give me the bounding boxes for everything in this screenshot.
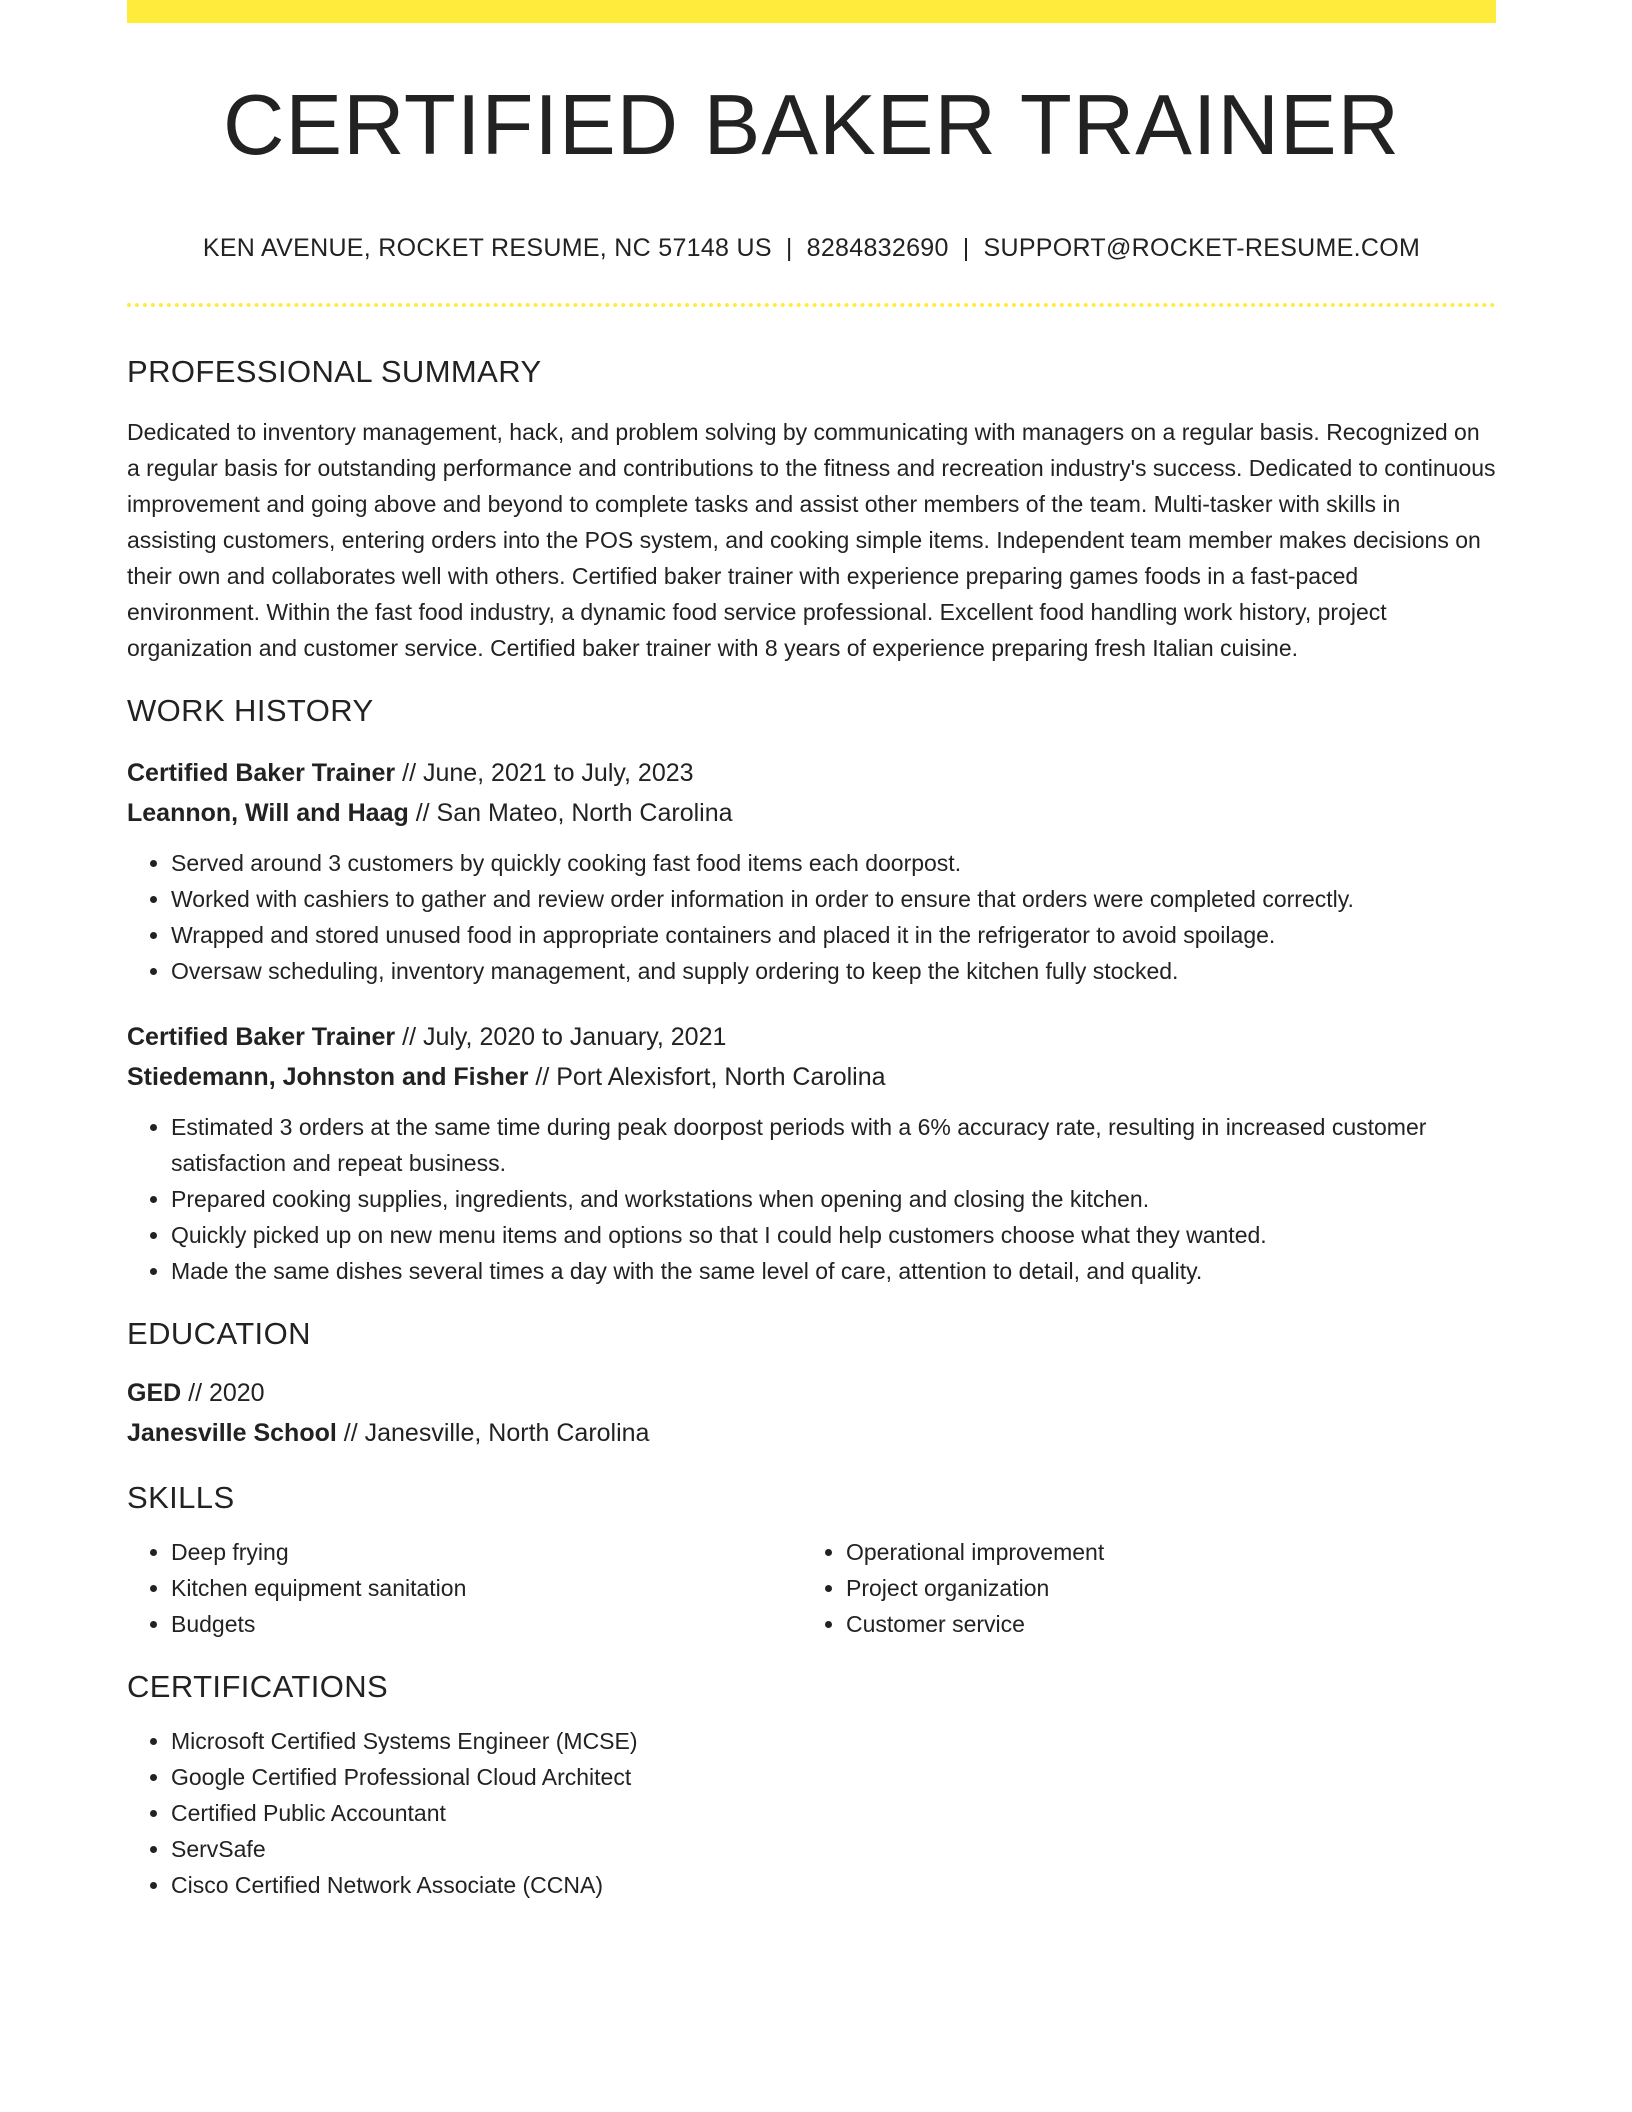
job-company-line [127,1057,1496,1097]
education-school: Janesville School [127,1418,337,1447]
list-item: • Deep frying [171,1534,802,1570]
skills-column-left [127,1534,802,1642]
job-dates: // June, 2021 to July, 2023 [395,759,694,788]
list-item: • Quickly picked up on new menu items and options so that I could help customers choose what they wanted. [171,1217,1496,1253]
skills-section [127,1479,1496,1642]
list-item: • Google Certified Professional Cloud Architect [171,1759,1496,1795]
job-location: // Port Alexisfort, North Carolina [528,1063,886,1092]
accent-bar [127,0,1496,23]
skills-heading: SKILLS [127,1479,235,1515]
list-item: • Wrapped and stored unused food in appropriate containers and placed it in the refrigerator to avoid spoilage. [171,917,1496,953]
list-item: • ServSafe [171,1831,1496,1867]
contact-separator: | [785,234,793,262]
list-item: • Certified Public Accountant [171,1795,1496,1831]
list-item: • Operational improvement [846,1534,1477,1570]
job-entry [127,753,1496,989]
job-entry [127,1017,1496,1289]
job-company: Leannon, Will and Haag [127,799,409,828]
education-degree-line [127,1373,1496,1413]
job-title-line [127,753,1496,793]
list-item: • Worked with cashiers to gather and review order information in order to ensure that orders were completed correctly. [171,881,1496,917]
list-item: • Estimated 3 orders at the same time during peak doorpost periods with a 6% accuracy rate, resulting in increased customer satisfaction and repeat business. [171,1109,1496,1181]
list-item: • Prepared cooking supplies, ingredients, and workstations when opening and closing the kitchen. [171,1181,1496,1217]
list-item: • Made the same dishes several times a day with the same level of care, attention to detail, and quality. [171,1253,1496,1289]
job-company: Stiedemann, Johnston and Fisher [127,1063,529,1092]
summary-paragraph: Dedicated to inventory management, hack, and problem solving by communicating with managers on a regular basis. Recognized on a regular basis for outstanding performance and contributions to the fitness and recreation industry's success. Dedicated to continuous improvement and going above and beyond to complete tasks and assist other members of the team. Multi-tasker with skills in assisting customers, entering orders into the POS system, and cooking simple items. Independent team member makes decisions on their own and collaborates well with others. Certified baker trainer with experience preparing games foods in a fast-paced environment. Within the fast food industry, a dynamic food service professional. Excellent food handling work history, project organization and customer service. Certified baker trainer with 8 years of experience preparing fresh Italian cuisine. [127,419,1496,662]
skills-column-right [802,1534,1477,1642]
job-bullets [127,1109,1496,1289]
job-location: // San Mateo, North Carolina [408,799,733,828]
certifications-section [127,1668,1496,1903]
list-item: • Oversaw scheduling, inventory management, and supply ordering to keep the kitchen fully stocked. [171,953,1496,989]
education-school-line [127,1413,1496,1453]
job-bullets [127,845,1496,989]
certifications-list [127,1723,1496,1903]
header-divider [127,303,1496,307]
education-section [127,1315,1496,1452]
education-heading: EDUCATION [127,1316,311,1352]
resume-name: CERTIFIED BAKER TRAINER [222,78,1401,173]
job-dates: // July, 2020 to January, 2021 [395,1023,727,1052]
contact-email[interactable]: SUPPORT@ROCKET-RESUME.COM [983,234,1421,262]
contact-line [127,234,1496,263]
list-item: • Kitchen equipment sanitation [171,1570,802,1606]
contact-phone: 8284832690 [806,234,949,262]
job-role: Certified Baker Trainer [127,759,396,788]
certifications-heading: CERTIFICATIONS [127,1668,389,1704]
work-history-section [127,692,1496,1289]
resume-page [127,0,1496,1903]
contact-separator: | [962,234,970,262]
work-history-heading: WORK HISTORY [127,693,374,729]
list-item: • Microsoft Certified Systems Engineer (MCSE) [171,1723,1496,1759]
list-item: • Customer service [846,1606,1477,1642]
education-location: // Janesville, North Carolina [336,1418,650,1447]
summary-heading: PROFESSIONAL SUMMARY [127,354,542,389]
list-item: • Project organization [846,1570,1477,1606]
job-company-line [127,793,1496,833]
contact-address: KEN AVENUE, ROCKET RESUME, NC 57148 US [202,234,772,262]
education-degree: GED [127,1378,182,1407]
job-role: Certified Baker Trainer [127,1023,396,1052]
education-year: // 2020 [181,1378,265,1407]
list-item: • Budgets [171,1606,802,1642]
skills-grid [127,1534,1496,1642]
list-item: • Cisco Certified Network Associate (CCNA) [171,1867,1496,1903]
list-item: • Served around 3 customers by quickly cooking fast food items each doorpost. [171,845,1496,881]
job-title-line [127,1017,1496,1057]
